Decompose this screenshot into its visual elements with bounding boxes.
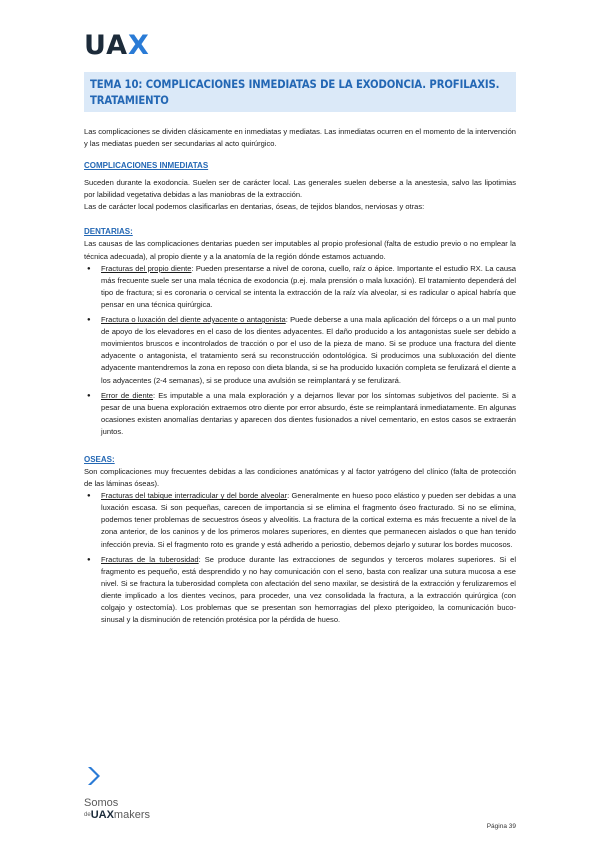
list-item-text: : Se produce durante las extracciones de segundos y terceros molares superiores. Si el fragmento es pequeño, está desprendido y no hay comunicación con el seno, basta con realizar una sutura mucosa a ese nivel. Si se fractura la tuberosidad completa con afectación del seno maxilar, se desistirá de la extracción y ferulizaremos el diente implicado a los dientes vecinos, para proceder, una vez consolidada la fractura, a la extracción quirúrgica (con colgajo y ostectomía). Los problemas que se presentan son hemorragias del plexo pterigoideo, la comunicación buco-sinusal y la disminución de retención protésica por la pérdida de hueso.: [101, 554, 516, 625]
section-heading-inmediatas: COMPLICACIONES INMEDIATAS: [84, 161, 209, 171]
page-number: Página 39: [486, 823, 516, 830]
list-item: [101, 490, 516, 550]
list-item-term: Fractura o luxación del diente adyacente o antagonista: [101, 315, 286, 325]
topic-title-box: [84, 72, 516, 112]
inmediatas-paragraph-1: Suceden durante la exodoncia. Suelen ser de carácter local. Las generales suelen deberse a la anestesia, salvo las lipotimias por labilidad vegetativa debidas a las maniobras de la extracción.: [84, 178, 516, 200]
list-item-term: Fracturas del propio diente: [101, 263, 192, 273]
dentarias-paragraph: Las causas de las complicaciones dentarias pueden ser imputables al propio profesional (falta de estudio previo o no emplear la técnica adecuada), al propio diente y a la anatomía de la región dónde estamos actuando.: [84, 239, 516, 261]
list-item-term: Fracturas de la tuberosidad: [101, 554, 199, 564]
footer-makers: makers: [113, 809, 150, 821]
uax-logo: UAX: [84, 30, 150, 61]
intro-paragraph: Las complicaciones se dividen clásicamente en inmediatas y mediatas. Las inmediatas ocurren en el momento de la intervención y las mediatas pueden ser secundarias al acto quirúrgico.: [84, 127, 516, 149]
list-item-text: : Pueden presentarse a nivel de corona, cuello, raíz o ápice. Importante el estudio RX. La causa más frecuente suele ser una mala técnica de exodoncia (p.ej. mala prensión o mala luxación). El tratamiento dependerá del tipo de fractura; si es coronaria o cervical se intenta la extracción de la raíz vía alveolar, si es radicular o apical habría que pensar en una técnica quirúrgica.: [101, 263, 516, 309]
list-item: [101, 554, 516, 627]
footer-de: de: [84, 812, 91, 818]
list-item: [101, 263, 516, 311]
list-item-term: Error de diente: [101, 390, 153, 400]
inmediatas-paragraph-2: Las de carácter local podemos clasificarlas en dentarias, óseas, de tejidos blandos, nerviosas y otras:: [84, 202, 425, 212]
dentarias-list: [84, 263, 516, 438]
list-item: [101, 314, 516, 387]
list-item: [101, 390, 516, 438]
somos-de-uax-makers-logo: [84, 797, 150, 821]
list-item-text: : Puede deberse a una mala aplicación del fórceps o a un mal punto de apoyo de los elevadores en el caso de los dientes adyacentes. El daño producido a los antagonistas suele ser debido a movimientos bruscos e incontrolados de tracción o por el uso de la pieza de mano. Si se produce una fractura del diente adyacente o antagonista, el tratamiento será su reconstrucción odontológica. Si producimos una subluxación del diente adyacente mantendremos la zona en reposo con dieta blanda, si se ha producido luxación completa se ferulizará el diente a los adyacentes (2-4 semanas), si se produce una avulsión se reimplantará y se ferulizará.: [101, 315, 516, 385]
oseas-list: [84, 490, 516, 626]
chevron-right-icon: [86, 766, 100, 786]
footer-somos: Somos: [84, 797, 119, 809]
oseas-paragraph: Son complicaciones muy frecuentes debidas a las condiciones anatómicas y al factor yatrógeno del clínico (falta de protección de las láminas óseas).: [84, 466, 516, 489]
section-heading-dentarias: DENTARIAS:: [84, 227, 133, 237]
document-body: [84, 126, 516, 629]
section-heading-oseas: OSEAS:: [84, 454, 115, 464]
list-item-text: : Generalmente en hueso poco elástico y pueden ser debidas a una luxación escasa. Si son pequeñas, carecen de importancia si se elimina el fragmento óseo fracturado. Si no se elimina, podemos tener problemas de secuestros óseos y alveolitis. La fractura de la cortical externa es más frecuente a nivel de la zona anterior, de los caninos y de los primeros molares superiores, en dientes que permanecen aislados o que han tenido infección previa. Si el fragmento roto es grande y está adherido a periostio, debemos dejarlo y suturar los bordes mucosos.: [101, 491, 516, 549]
list-item-term: Fracturas del tabique interradicular y del borde alveolar: [101, 491, 288, 501]
footer-uax: UAX: [90, 809, 114, 821]
list-item-text: : Es imputable a una mala exploración y a dejarnos llevar por los síntomas subjetivos del paciente. Si a pesar de una buena exploración extraemos otro diente por error absurdo, éste se reimplantará inmediatamente. En algunas ocasiones existen anomalías dentarias y aparecen dos dientes fusionados a nivel cementario, en estos casos se extraerán juntos.: [101, 390, 516, 436]
topic-title: TEMA 10: COMPLICACIONES INMEDIATAS DE LA EXODONCIA. PROFILAXIS. TRATAMIENTO: [90, 78, 500, 107]
